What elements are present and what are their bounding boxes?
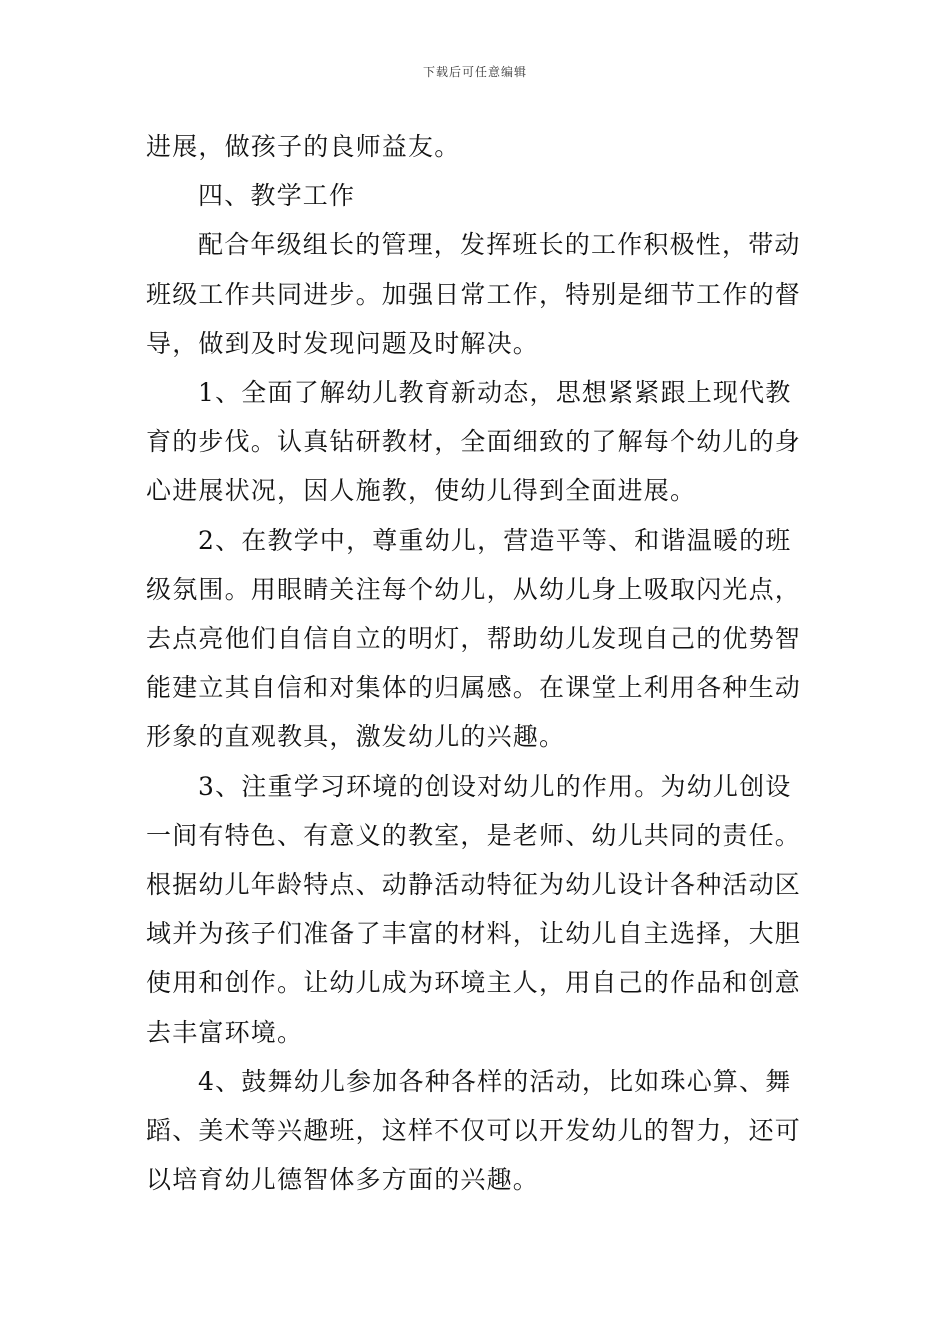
page-header-note: 下载后可任意编辑 bbox=[422, 65, 527, 79]
document-body bbox=[146, 122, 810, 1204]
paragraph-continuation: 进展，做孩子的良师益友。 bbox=[146, 132, 461, 161]
paragraph-item-4: 4、鼓舞幼儿参加各种各样的活动，比如珠心算、舞蹈、美术等兴趣班，这样不仅可以开发幼儿的智力，还可以培育幼儿德智体多方面的兴趣。 bbox=[146, 1066, 802, 1195]
paragraph-item-3: 3、注重学习环境的创设对幼儿的作用。为幼儿创设一间有特色、有意义的教室，是老师、幼儿共同的责任。根据幼儿年龄特点、动静活动特征为幼儿设计各种活动区域并为孩子们准备了丰富的材料，让幼儿自主选择，大胆使用和创作。让幼儿成为环境主人，用自己的作品和创意去丰富环境。 bbox=[146, 771, 802, 1047]
paragraph-item-2: 2、在教学中，尊重幼儿，营造平等、和谐温暖的班级氛围。用眼睛关注每个幼儿，从幼儿身上吸取闪光点，去点亮他们自信自立的明灯，帮助幼儿发现自己的优势智能建立其自信和对集体的归属感。在课堂上利用各种生动形象的直观教具，激发幼儿的兴趣。 bbox=[146, 525, 802, 752]
paragraph-item-1: 1、全面了解幼儿教育新动态，思想紧紧跟上现代教育的步伐。认真钻研教材，全面细致的了解每个幼儿的身心进展状况，因人施教，使幼儿得到全面进展。 bbox=[146, 378, 802, 506]
section-heading: 四、教学工作 bbox=[198, 181, 356, 211]
paragraph: 配合年级组长的管理，发挥班长的工作积极性，带动班级工作共同进步。加强日常工作，特别是细节工作的督导，做到及时发现问题及时解决。 bbox=[146, 230, 802, 358]
